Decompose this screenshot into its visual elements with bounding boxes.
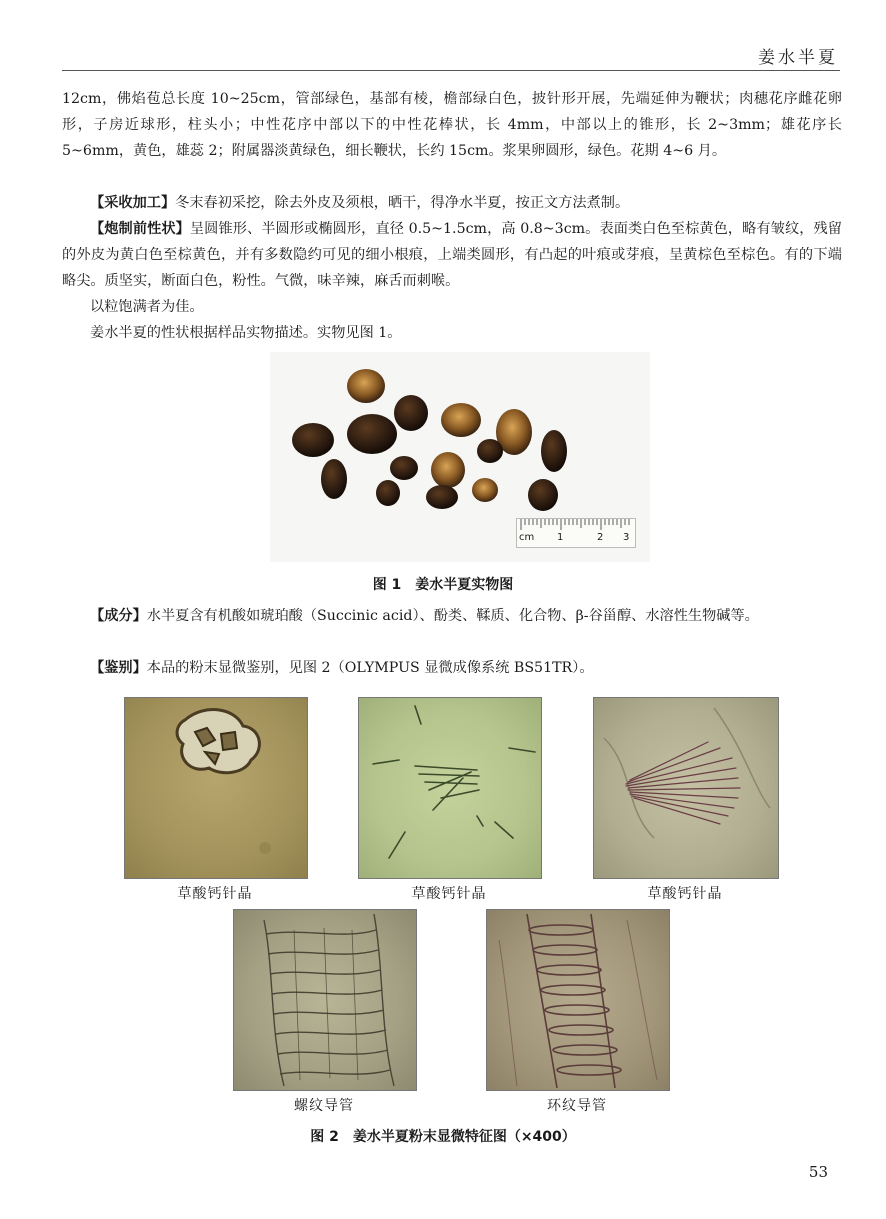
section-tag-harvest: 【采收加工】 <box>90 195 176 211</box>
harvest-text: 冬末春初采挖，除去外皮及须根，晒干，得净水半夏，按正文方法煮制。 <box>175 195 630 211</box>
micrograph-2 <box>358 697 542 879</box>
scale-ruler <box>516 518 636 548</box>
micrograph-3 <box>593 697 779 879</box>
paragraph-components <box>62 603 842 629</box>
components-text: 水半夏含有机酸如琥珀酸（Succinic acid）、酚类、鞣质、化合物、β-谷甾醇、水溶性生物碱等。 <box>146 608 759 624</box>
header-rule <box>62 70 840 71</box>
running-header-title: 姜水半夏 <box>758 48 838 68</box>
paragraph-identification <box>62 655 842 681</box>
ruler-mark-1: 1 <box>557 532 564 543</box>
micrograph-1-label: 草酸钙针晶 <box>177 886 253 902</box>
paragraph-raw-traits <box>62 216 842 294</box>
identification-text: 本品的粉末显微鉴别，见图 2（OLYMPUS 显微成像系统 BS51TR）。 <box>146 660 594 676</box>
specimen-photo <box>270 352 650 562</box>
micrograph-2-raphides <box>359 698 541 878</box>
section-tag-raw-traits: 【炮制前性状】 <box>90 221 190 237</box>
micrograph-4 <box>233 909 417 1091</box>
ruler-ticks <box>517 519 635 531</box>
micrograph-2-label: 草酸钙针晶 <box>411 886 487 902</box>
figure1-caption: 图 1 姜水半夏实物图 <box>372 577 514 593</box>
ruler-unit: cm <box>519 532 535 543</box>
section-tag-components: 【成分】 <box>90 608 147 624</box>
micrograph-1 <box>124 697 308 879</box>
paragraph-quality: 以粒饱满者为佳。 <box>90 299 204 315</box>
page-number: 53 <box>808 1163 828 1181</box>
figure2-caption: 图 2 姜水半夏粉末显微特征图（×400） <box>310 1129 576 1145</box>
paragraph-fig1-ref: 姜水半夏的性状根据样品实物描述。实物见图 1。 <box>90 325 402 341</box>
ruler-mark-2: 2 <box>597 532 604 543</box>
micrograph-3-raphide-bundle <box>594 698 778 878</box>
paragraph-harvest <box>62 190 842 216</box>
micrograph-5 <box>486 909 670 1091</box>
micrograph-5-annular-vessel <box>487 910 669 1090</box>
micrograph-4-spiral-vessel <box>234 910 416 1090</box>
micrograph-3-label: 草酸钙针晶 <box>647 886 723 902</box>
micrograph-5-label: 环纹导管 <box>547 1098 607 1114</box>
micrograph-4-label: 螺纹导管 <box>294 1098 354 1114</box>
micrograph-1-crystal-cluster <box>125 698 307 878</box>
section-tag-identification: 【鉴别】 <box>90 660 147 676</box>
paragraph-plant-description: 12cm，佛焰苞总长度 10~25cm，管部绿色，基部有棱，檐部绿白色，披针形开展，先端延伸为鞭状；肉穗花序雌花卵形，子房近球形，柱头小；中性花序中部以下的中性花棒状，长 4mm，中部以上的锥形，长 2~3mm；雄花序长 5~6mm，黄色，雄蕊 2；附属器淡黄绿色，细长鞭状，长约 15cm。浆果卵圆形，绿色。花期 4~6 月。 <box>62 91 842 159</box>
ruler-mark-3: 3 <box>623 532 630 543</box>
raw-traits-text: 呈圆锥形、半圆形或椭圆形，直径 0.5~1.5cm，高 0.8~3cm。表面类白色至棕黄色，略有皱纹，残留的外皮为黄白色至棕黄色，并有多数隐约可见的细小根痕，上端类圆形，有凸起的叶痕或芽痕，呈黄棕色至棕色。有的下端略尖。质坚实，断面白色，粉性。气微，味辛辣，麻舌而刺喉。 <box>62 221 842 289</box>
